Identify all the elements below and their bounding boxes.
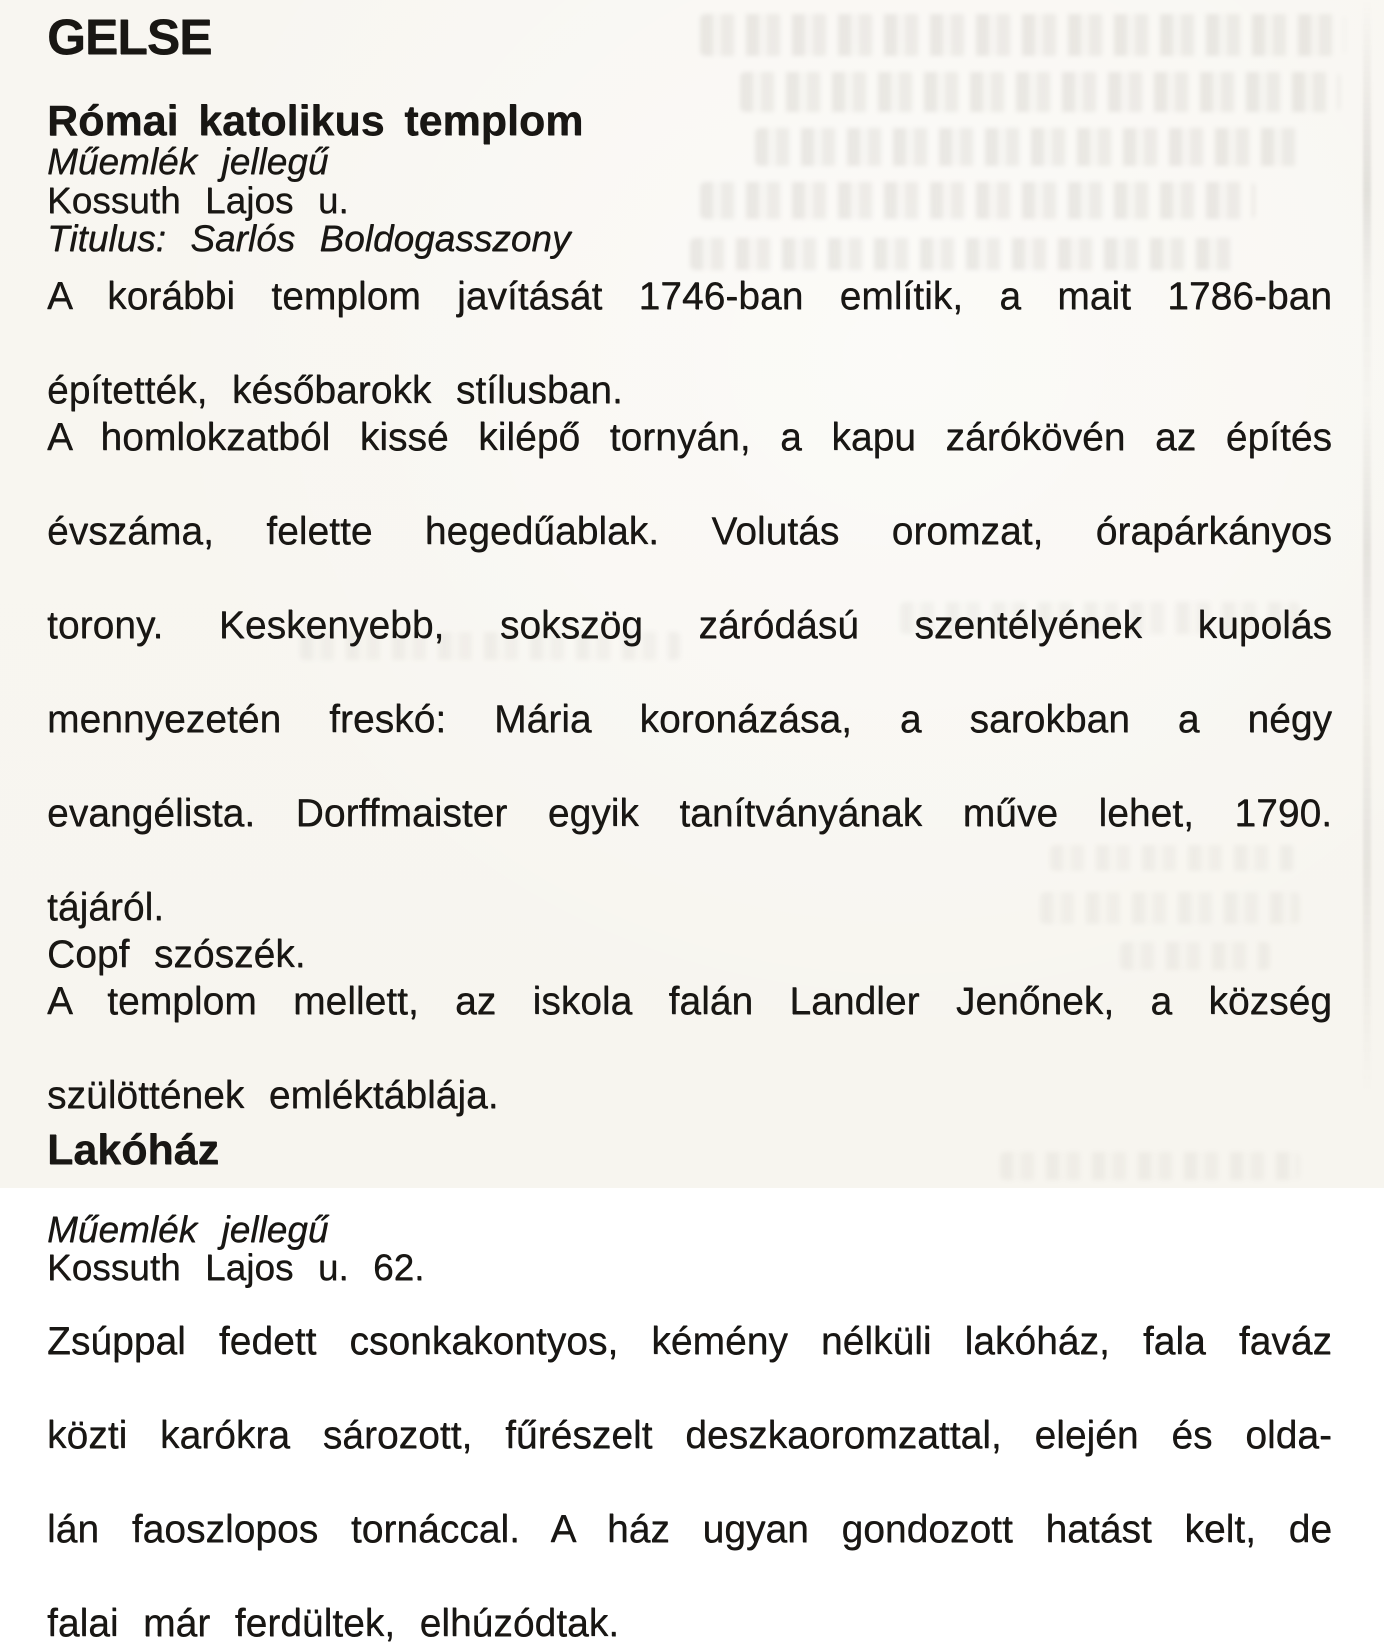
body-line: mennyezetén freskó: Mária koronázása, a sarokban a négy: [47, 697, 1332, 741]
page-content: [47, 0, 1332, 1647]
body-line: Zsúppal fedett csonkakontyos, kémény nélküli lakóház, fala faváz: [47, 1319, 1332, 1363]
body-line: közti karókra sározott, fűrészelt deszkaoromzattal, elején és olda-: [47, 1413, 1332, 1457]
section-house-heading: Lakóház: [47, 1125, 220, 1174]
body-line: A templom mellett, az iskola falán Landler Jenőnek, a község: [47, 979, 1332, 1023]
body-line: szülöttének emléktáblája.: [47, 1073, 499, 1117]
body-line: évszáma, felette hegedűablak. Volutás oromzat, órapárkányos: [47, 509, 1332, 553]
section-church-details: [47, 143, 1332, 259]
body-line: Copf szószék.: [47, 932, 306, 976]
section-church: [47, 97, 1332, 1119]
detail-line: Műemlék jellegű: [47, 141, 329, 182]
section-house-details: [47, 1208, 1332, 1288]
body-line: falai már ferdültek, elhúzódtak.: [47, 1601, 620, 1645]
detail-line: Kossuth Lajos u.: [47, 179, 349, 221]
body-line: evangélista. Dorffmaister egyik tanítványának műve lehet, 1790.: [47, 791, 1332, 835]
section-house-body: [47, 1318, 1332, 1647]
body-line: építették, későbarokk stílusban.: [47, 368, 623, 412]
body-line: lán faoszlopos tornáccal. A ház ugyan gondozott hatást kelt, de: [47, 1507, 1332, 1551]
body-line: A korábbi templom javítását 1746-ban említik, a mait 1786-ban: [47, 274, 1332, 318]
section-house: [47, 1125, 1332, 1647]
section-church-body: [47, 273, 1332, 1119]
section-church-heading: Római katolikus templom: [47, 97, 584, 145]
page-edge-shadow: [1363, 0, 1371, 1188]
body-line: A homlokzatból kissé kilépő tornyán, a kapu zárókövén az építés: [47, 415, 1332, 459]
body-line: tájáról.: [47, 885, 165, 929]
body-line: torony. Keskenyebb, sokszög záródású szentélyének kupolás: [47, 603, 1332, 647]
page-title: GELSE: [47, 9, 212, 65]
detail-line: Titulus: Sarlós Boldogasszony: [47, 218, 571, 259]
detail-line: Kossuth Lajos u. 62.: [47, 1247, 425, 1288]
detail-line: Műemlék jellegű: [47, 1208, 329, 1250]
